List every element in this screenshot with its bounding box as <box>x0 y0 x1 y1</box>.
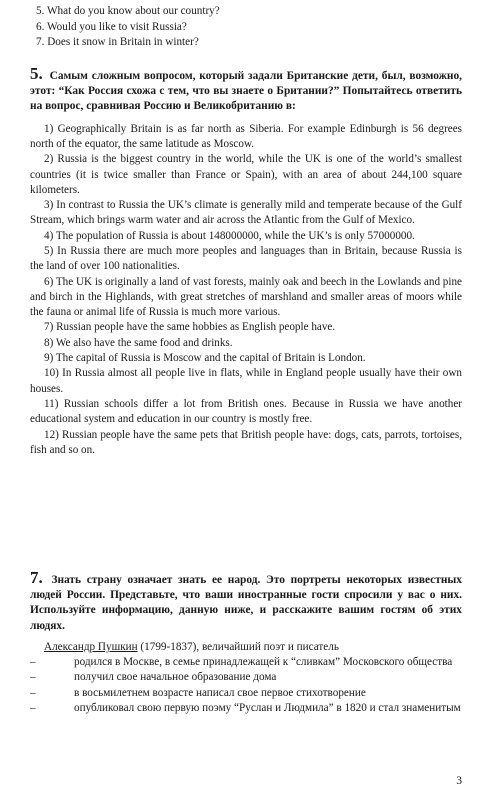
question-item: 7. Does it snow in Britain in winter? <box>36 36 199 48</box>
comparison-item: 10) In Russia almost all people live in flats, while in England people usually have their own houses. <box>30 367 462 395</box>
task-7 <box>30 570 462 716</box>
comparison-item: 12) Russian people have the same pets that British people have: dogs, cats, parrots, tortoises, fish and so on. <box>30 428 462 456</box>
person-name: Александр Пушкин <box>44 640 138 653</box>
question-item: 6. Would you like to visit Russia? <box>36 20 187 33</box>
fact-item <box>30 686 462 701</box>
comparison-item: 2) Russia is the biggest country in the world, while the UK is one of the world’s smallest countries (it is twice smaller than France or Spain), with an area of about 244,100 square kilometers. <box>30 153 462 196</box>
fact-text: родился в Москве, в семье принадлежащей к “сливкам” Московского общества <box>74 656 453 669</box>
dash-bullet: – <box>30 656 36 669</box>
task-number: 5. <box>30 64 43 83</box>
comparison-item: 8) We also have the same food and drinks. <box>44 336 233 349</box>
task-5 <box>30 66 462 458</box>
page-number: 3 <box>456 775 462 787</box>
fact-item <box>30 670 462 685</box>
comparison-item: 4) The population of Russia is about 148000000, while the UK’s is only 57000000. <box>44 229 415 242</box>
task-number: 7. <box>30 568 43 587</box>
question-item: 5. What do you know about our country? <box>36 5 220 17</box>
person-details: (1799-1837), величайший поэт и писатель <box>137 640 339 653</box>
fact-text: опубликовал свою первую поэму “Руслан и Людмила” в 1820 и стал знаменитым <box>74 702 461 714</box>
comparison-item: 7) Russian people have the same hobbies as English people have. <box>44 321 336 334</box>
fact-text: в восьмилетнем возрасте написал свое первое стихотворение <box>74 686 366 699</box>
task-7-heading <box>30 570 462 634</box>
comparison-item: 5) In Russia there are much more peoples and languages than in Britain, because Russia is the land of over 100 nationalities. <box>30 244 462 273</box>
fact-item <box>30 701 462 716</box>
comparison-item: 1) Geographically Britain is as far north as Siberia. For example Edinburgh is 56 degrees north of the equator, the same latitude as Moscow. <box>30 122 462 150</box>
task-5-heading <box>30 66 462 115</box>
comparison-list <box>30 122 462 459</box>
comparison-item: 3) In contrast to Russia the UK’s climate is generally mild and temperate because of the Gulf Stream, which brings warm water and air across the Atlantic from the Gulf of Mexico. <box>30 199 462 227</box>
question-list <box>36 4 220 51</box>
dash-bullet: – <box>30 671 36 684</box>
fact-item <box>30 655 462 670</box>
dash-bullet: – <box>30 702 36 714</box>
comparison-item: 9) The capital of Russia is Moscow and the capital of Britain is London. <box>44 352 366 365</box>
comparison-item: 11) Russian schools differ a lot from British ones. Because in Russia we have another educational system and education in our country is mostly free. <box>30 397 462 426</box>
dash-bullet: – <box>30 686 36 699</box>
person-profile <box>30 640 462 716</box>
comparison-item: 6) The UK is originally a land of vast forests, mainly oak and beech in the Lowlands and pine and birch in the Highlands, with great stretches of marshland and smaller areas of moors while the fauna or animal life of Russia is much more various. <box>30 275 462 319</box>
person-title <box>30 640 462 655</box>
task-instruction: Знать страну означает знать ее народ. Это портреты некоторых известных людей России. Представьте, что ваши иностранные гости спросили у вас о них. Используйте информацию, данную ниже, и расскажите вашим гостям об этих людях. <box>30 574 462 632</box>
fact-list <box>30 655 462 716</box>
fact-text: получил свое начальное образование дома <box>74 671 277 684</box>
task-instruction: Самым сложным вопросом, который задали Британские дети, был, возможно, этот: “Как Россия схожа с тем, что вы знаете о Британии?” Попытайтесь ответить на вопрос, сравнивая Россию и Великобританию в: <box>30 70 462 113</box>
